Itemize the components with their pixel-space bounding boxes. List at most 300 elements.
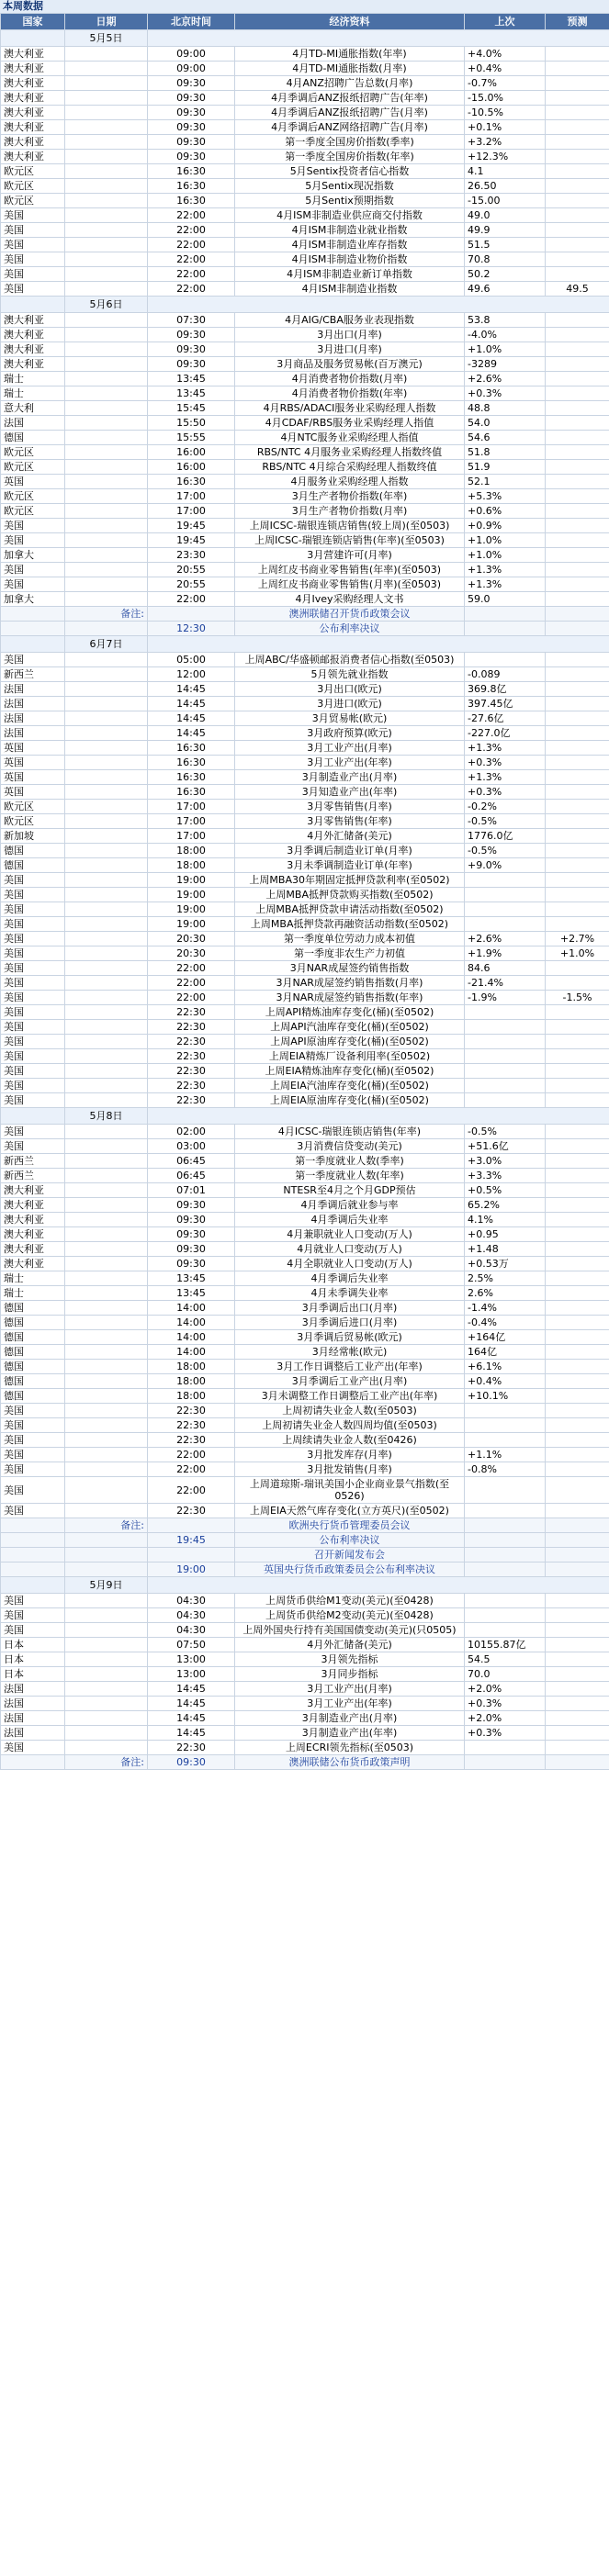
cell-date: [65, 1125, 148, 1139]
cell-previous: +0.3%: [465, 1697, 546, 1711]
date-row-filler: [148, 1577, 609, 1594]
cell-country: 新西兰: [1, 1169, 65, 1183]
cell-forecast: [546, 1286, 609, 1301]
cell-country: 澳大利亚: [1, 342, 65, 357]
cell-time: 17:00: [148, 504, 235, 519]
date-row: [1, 1108, 609, 1125]
cell-date: [65, 1667, 148, 1682]
table-row: [1, 1389, 609, 1404]
cell-indicator: 上周红皮书商业零售销售(月率)(至0503): [235, 577, 465, 592]
cell-indicator: 3月领先指标: [235, 1652, 465, 1667]
cell-indicator: 上周MBA30年期固定抵押贷款利率(至0502): [235, 873, 465, 888]
cell-forecast: [546, 577, 609, 592]
date-row: [1, 636, 609, 653]
cell-country: 美国: [1, 563, 65, 577]
table-row: [1, 1462, 609, 1477]
cell-previous: +0.4%: [465, 1374, 546, 1389]
cell-country: 美国: [1, 1608, 65, 1623]
cell-date: [65, 120, 148, 135]
cell-previous: 26.50: [465, 179, 546, 194]
cell-time: 22:30: [148, 1404, 235, 1418]
cell-time: 09:00: [148, 62, 235, 76]
cell-forecast: [546, 1049, 609, 1064]
cell-date: [65, 548, 148, 563]
cell-previous: +0.3%: [465, 1726, 546, 1741]
cell-date: [65, 1374, 148, 1389]
cell-time: 06:45: [148, 1154, 235, 1169]
cell-forecast: [546, 1125, 609, 1139]
cell-forecast: [546, 1020, 609, 1035]
cell-country: 美国: [1, 1433, 65, 1448]
note-link[interactable]: 公布利率决议: [235, 1533, 465, 1548]
cell-indicator: 3月零售销售(月率): [235, 800, 465, 814]
cell-forecast: [546, 785, 609, 800]
cell-indicator: 上周初请失业金人数(至0503): [235, 1404, 465, 1418]
cell-time: 16:30: [148, 770, 235, 785]
cell-forecast: [546, 519, 609, 533]
cell-date: [65, 401, 148, 416]
cell-time: 18:00: [148, 844, 235, 858]
cell-forecast: [546, 62, 609, 76]
cell-forecast: [546, 1227, 609, 1242]
note-time: 09:30: [148, 1755, 235, 1770]
cell-previous: +2.6%: [465, 372, 546, 386]
cell-date: [65, 1345, 148, 1360]
cell-indicator: 3月季调后工业产出(月率): [235, 1374, 465, 1389]
cell-forecast: [546, 1360, 609, 1374]
cell-forecast: [546, 1035, 609, 1049]
cell-date: [65, 1213, 148, 1227]
cell-date: [65, 431, 148, 445]
cell-date: [65, 785, 148, 800]
cell-forecast: +1.0%: [546, 946, 609, 961]
cell-previous: -3289: [465, 357, 546, 372]
cell-indicator: 4月外汇储备(美元): [235, 829, 465, 844]
cell-date: [65, 1404, 148, 1418]
cell-country: 澳大利亚: [1, 313, 65, 328]
cell-previous: [465, 1504, 546, 1518]
cell-indicator: 4月季调后失业率: [235, 1213, 465, 1227]
note-label: [65, 1548, 148, 1562]
cell-previous: 2.5%: [465, 1271, 546, 1286]
cell-indicator: 上周红皮书商业零售销售(年率)(至0503): [235, 563, 465, 577]
cell-previous: [465, 1404, 546, 1418]
note-filler: [546, 1518, 609, 1533]
cell-previous: 10155.87亿: [465, 1638, 546, 1652]
table-row: [1, 106, 609, 120]
cell-forecast: [546, 1301, 609, 1316]
cell-date: [65, 1271, 148, 1286]
cell-indicator: 上周ABC/华盛顿邮报消费者信心指数(至0503): [235, 653, 465, 667]
cell-time: 23:30: [148, 548, 235, 563]
cell-indicator: RBS/NTC 4月综合采购经理人指数终值: [235, 460, 465, 475]
note-row: [1, 1518, 609, 1533]
cell-forecast: [546, 1594, 609, 1608]
cell-time: 22:30: [148, 1093, 235, 1108]
cell-indicator: 4月TD-MI通胀指数(年率): [235, 47, 465, 62]
cell-indicator: 3月经常帐(欧元): [235, 1345, 465, 1360]
cell-previous: [465, 653, 546, 667]
cell-indicator: 上周ICSC-瑞银连锁店销售(较上周)(至0503): [235, 519, 465, 533]
cell-previous: [465, 1035, 546, 1049]
cell-forecast: [546, 1093, 609, 1108]
table-row: [1, 1345, 609, 1360]
cell-country: 新加坡: [1, 829, 65, 844]
cell-country: 澳大利亚: [1, 1227, 65, 1242]
cell-previous: +1.9%: [465, 946, 546, 961]
cell-previous: +5.3%: [465, 489, 546, 504]
table-row: [1, 1271, 609, 1286]
note-filler: [546, 1533, 609, 1548]
table-row: [1, 1667, 609, 1682]
cell-country: 澳大利亚: [1, 135, 65, 150]
cell-date: [65, 91, 148, 106]
cell-indicator: 第一季度非农生产力初值: [235, 946, 465, 961]
cell-indicator: 4月就业人口变动(万人): [235, 1242, 465, 1257]
cell-time: 14:45: [148, 1697, 235, 1711]
cell-indicator: 3月零售销售(年率): [235, 814, 465, 829]
cell-time: 18:00: [148, 1360, 235, 1374]
cell-date: [65, 313, 148, 328]
note-label: [65, 1562, 148, 1577]
cell-indicator: 3月生产者物价指数(月率): [235, 504, 465, 519]
cell-previous: -15.0%: [465, 91, 546, 106]
note-row: [1, 1755, 609, 1770]
table-row: [1, 1448, 609, 1462]
cell-date: [65, 1360, 148, 1374]
cell-time: 22:00: [148, 1462, 235, 1477]
cell-previous: [465, 888, 546, 902]
cell-forecast: [546, 844, 609, 858]
cell-previous: +9.0%: [465, 858, 546, 873]
cell-country: 美国: [1, 873, 65, 888]
table-row: [1, 460, 609, 475]
cell-forecast: [546, 489, 609, 504]
cell-time: 04:30: [148, 1623, 235, 1638]
cell-country: 瑞士: [1, 386, 65, 401]
cell-time: 22:30: [148, 1433, 235, 1448]
cell-date: [65, 976, 148, 991]
cell-forecast: [546, 697, 609, 711]
cell-country: 瑞士: [1, 1286, 65, 1301]
cell-forecast: [546, 800, 609, 814]
cell-previous: 369.8亿: [465, 682, 546, 697]
cell-country: 德国: [1, 1316, 65, 1330]
cell-country: 澳大利亚: [1, 1213, 65, 1227]
cell-country: 日本: [1, 1652, 65, 1667]
table-row: [1, 1198, 609, 1213]
cell-forecast: -1.5%: [546, 991, 609, 1005]
cell-indicator: 4月CDAF/RBS服务业采购经理人指值: [235, 416, 465, 431]
cell-previous: +1.1%: [465, 1448, 546, 1462]
cell-previous: 52.1: [465, 475, 546, 489]
cell-time: 17:00: [148, 814, 235, 829]
table-row: [1, 1242, 609, 1257]
cell-indicator: 第一季度全国房价指数(季率): [235, 135, 465, 150]
cell-time: 22:30: [148, 1035, 235, 1049]
cell-indicator: 5月Sentix预期指数: [235, 194, 465, 208]
table-row: [1, 682, 609, 697]
cell-time: 09:30: [148, 1198, 235, 1213]
cell-country: 澳大利亚: [1, 1183, 65, 1198]
cell-forecast: [546, 179, 609, 194]
table-row: [1, 357, 609, 372]
note-link[interactable]: 欧洲央行货币管理委员会议: [235, 1518, 465, 1533]
cell-time: 09:30: [148, 135, 235, 150]
cell-previous: -15.00: [465, 194, 546, 208]
cell-time: 13:45: [148, 386, 235, 401]
cell-previous: [465, 1418, 546, 1433]
cell-previous: +1.3%: [465, 577, 546, 592]
table-row: [1, 1139, 609, 1154]
cell-forecast: [546, 150, 609, 164]
date-row: [1, 297, 609, 313]
cell-time: 22:00: [148, 282, 235, 297]
cell-forecast: [546, 1345, 609, 1360]
cell-previous: +1.48: [465, 1242, 546, 1257]
cell-previous: 2.6%: [465, 1286, 546, 1301]
table-row: [1, 504, 609, 519]
cell-forecast: [546, 1462, 609, 1477]
economic-calendar-table: [0, 13, 609, 1770]
cell-time: 18:00: [148, 858, 235, 873]
cell-date: [65, 800, 148, 814]
cell-date: [65, 1726, 148, 1741]
note-spacer: [1, 1755, 65, 1770]
cell-indicator: 3月出口(欧元): [235, 682, 465, 697]
cell-forecast: [546, 445, 609, 460]
cell-previous: 49.0: [465, 208, 546, 223]
cell-previous: +164亿: [465, 1330, 546, 1345]
cell-forecast: [546, 223, 609, 238]
cell-date: [65, 858, 148, 873]
table-row: [1, 1726, 609, 1741]
cell-indicator: 4月ISM非制造业就业指数: [235, 223, 465, 238]
cell-forecast: [546, 961, 609, 976]
note-link[interactable]: 召开新闻发布会: [235, 1548, 465, 1562]
cell-date: [65, 445, 148, 460]
cell-time: 16:30: [148, 785, 235, 800]
table-row: [1, 342, 609, 357]
note-spacer: [1, 1562, 65, 1577]
header-forecast: 预测: [546, 14, 609, 30]
cell-forecast: [546, 1682, 609, 1697]
cell-time: 07:01: [148, 1183, 235, 1198]
table-row: [1, 932, 609, 946]
cell-date: [65, 1064, 148, 1079]
table-row: [1, 431, 609, 445]
table-row: [1, 770, 609, 785]
cell-country: 美国: [1, 1477, 65, 1504]
table-row: [1, 1020, 609, 1035]
cell-time: 16:30: [148, 194, 235, 208]
table-row: [1, 1227, 609, 1242]
cell-country: 德国: [1, 1345, 65, 1360]
table-row: [1, 282, 609, 297]
cell-time: 07:30: [148, 313, 235, 328]
cell-country: 美国: [1, 1049, 65, 1064]
note-link[interactable]: 澳洲联储公布货币政策声明: [235, 1755, 465, 1770]
cell-country: 澳大利亚: [1, 1257, 65, 1271]
table-row: [1, 873, 609, 888]
date-row-filler: [148, 1108, 609, 1125]
cell-forecast: [546, 1079, 609, 1093]
cell-forecast: [546, 47, 609, 62]
cell-date: [65, 991, 148, 1005]
cell-time: 22:00: [148, 976, 235, 991]
cell-time: 03:00: [148, 1139, 235, 1154]
cell-forecast: [546, 1477, 609, 1504]
cell-previous: 54.6: [465, 431, 546, 445]
cell-indicator: 3月季调后贸易帐(欧元): [235, 1330, 465, 1345]
cell-country: 美国: [1, 1404, 65, 1418]
table-row: [1, 1079, 609, 1093]
cell-country: 欧元区: [1, 489, 65, 504]
date-row-spacer: [1, 636, 65, 653]
cell-previous: +4.0%: [465, 47, 546, 62]
cell-previous: +0.3%: [465, 756, 546, 770]
cell-indicator: 上周EIA精炼油库存变化(桶)(至0502): [235, 1064, 465, 1079]
cell-previous: -1.9%: [465, 991, 546, 1005]
cell-time: 22:30: [148, 1504, 235, 1518]
cell-indicator: 3月同步指标: [235, 1667, 465, 1682]
cell-indicator: 上周货币供给M2变动(美元)(至0428): [235, 1608, 465, 1623]
cell-previous: -0.089: [465, 667, 546, 682]
cell-time: 22:00: [148, 991, 235, 1005]
cell-indicator: 上周初请失业金人数四周均值(至0503): [235, 1418, 465, 1433]
cell-time: 22:00: [148, 252, 235, 267]
cell-indicator: 3月未季调制造业订单(年率): [235, 858, 465, 873]
cell-time: 09:00: [148, 47, 235, 62]
table-row: [1, 946, 609, 961]
cell-indicator: 3月NAR成屋签约销售指数(年率): [235, 991, 465, 1005]
cell-time: 14:45: [148, 726, 235, 741]
table-row: [1, 1608, 609, 1623]
cell-country: 法国: [1, 1726, 65, 1741]
cell-date: [65, 1711, 148, 1726]
note-link[interactable]: 澳洲联储召开货币政策会议: [235, 607, 465, 622]
cell-indicator: 4月全职就业人口变动(万人): [235, 1257, 465, 1271]
cell-time: 15:45: [148, 401, 235, 416]
cell-time: 19:00: [148, 873, 235, 888]
cell-country: 美国: [1, 1623, 65, 1638]
date-row-spacer: [1, 30, 65, 47]
cell-forecast: [546, 1667, 609, 1682]
table-row: [1, 1005, 609, 1020]
cell-forecast: [546, 342, 609, 357]
cell-indicator: 3月出口(月率): [235, 328, 465, 342]
table-row: [1, 1623, 609, 1638]
note-spacer: [1, 1548, 65, 1562]
note-filler: [465, 1548, 546, 1562]
cell-forecast: [546, 313, 609, 328]
cell-country: 意大利: [1, 401, 65, 416]
cell-forecast: [546, 1213, 609, 1227]
cell-date: [65, 932, 148, 946]
cell-time: 09:30: [148, 91, 235, 106]
cell-forecast: [546, 1652, 609, 1667]
cell-indicator: 4月消费者物价指数(年率): [235, 386, 465, 401]
table-row: [1, 1093, 609, 1108]
cell-time: 20:55: [148, 563, 235, 577]
note-label: [65, 1533, 148, 1548]
cell-time: 16:30: [148, 164, 235, 179]
cell-previous: -0.5%: [465, 1125, 546, 1139]
table-row: [1, 1301, 609, 1316]
cell-forecast: [546, 401, 609, 416]
cell-previous: +0.1%: [465, 120, 546, 135]
note-link[interactable]: 英国央行货币政策委员会公布利率决议: [235, 1562, 465, 1577]
cell-indicator: 3月进口(月率): [235, 342, 465, 357]
cell-date: [65, 386, 148, 401]
cell-previous: +1.0%: [465, 533, 546, 548]
cell-indicator: 3月生产者物价指数(年率): [235, 489, 465, 504]
cell-date: [65, 946, 148, 961]
cell-date: [65, 770, 148, 785]
table-row: [1, 1711, 609, 1726]
cell-previous: -21.4%: [465, 976, 546, 991]
cell-forecast: [546, 1198, 609, 1213]
table-row: [1, 1049, 609, 1064]
cell-date: [65, 1286, 148, 1301]
note-row: [1, 1562, 609, 1577]
cell-forecast: [546, 1183, 609, 1198]
cell-indicator: 3月工业产出(月率): [235, 1682, 465, 1697]
cell-previous: 59.0: [465, 592, 546, 607]
cell-indicator: 上周MBA抵押贷款购买指数(至0502): [235, 888, 465, 902]
cell-forecast: [546, 475, 609, 489]
cell-forecast: [546, 1257, 609, 1271]
table-row: [1, 120, 609, 135]
cell-country: 英国: [1, 741, 65, 756]
cell-previous: +2.0%: [465, 1682, 546, 1697]
cell-country: 美国: [1, 1462, 65, 1477]
cell-date: [65, 711, 148, 726]
cell-date: [65, 844, 148, 858]
cell-time: 15:55: [148, 431, 235, 445]
cell-forecast: [546, 858, 609, 873]
cell-country: 美国: [1, 577, 65, 592]
cell-time: 19:45: [148, 533, 235, 548]
cell-time: 05:00: [148, 653, 235, 667]
table-row: [1, 62, 609, 76]
cell-time: 22:00: [148, 223, 235, 238]
table-row: [1, 1035, 609, 1049]
cell-time: 19:00: [148, 917, 235, 932]
table-row: [1, 135, 609, 150]
cell-time: 16:30: [148, 475, 235, 489]
cell-country: 美国: [1, 1594, 65, 1608]
cell-previous: 70.8: [465, 252, 546, 267]
cell-country: 新西兰: [1, 667, 65, 682]
cell-forecast: [546, 1623, 609, 1638]
cell-indicator: 4月兼职就业人口变动(万人): [235, 1227, 465, 1242]
cell-forecast: [546, 208, 609, 223]
cell-date: [65, 372, 148, 386]
date-row-spacer: [1, 1108, 65, 1125]
table-row: [1, 1477, 609, 1504]
cell-country: 美国: [1, 961, 65, 976]
cell-time: 14:00: [148, 1330, 235, 1345]
cell-time: 15:50: [148, 416, 235, 431]
date-row-filler: [148, 297, 609, 313]
cell-date: [65, 1462, 148, 1477]
cell-forecast: [546, 194, 609, 208]
cell-forecast: [546, 1389, 609, 1404]
note-link[interactable]: 公布利率决议: [235, 622, 465, 636]
cell-date: [65, 814, 148, 829]
cell-date: [65, 1652, 148, 1667]
